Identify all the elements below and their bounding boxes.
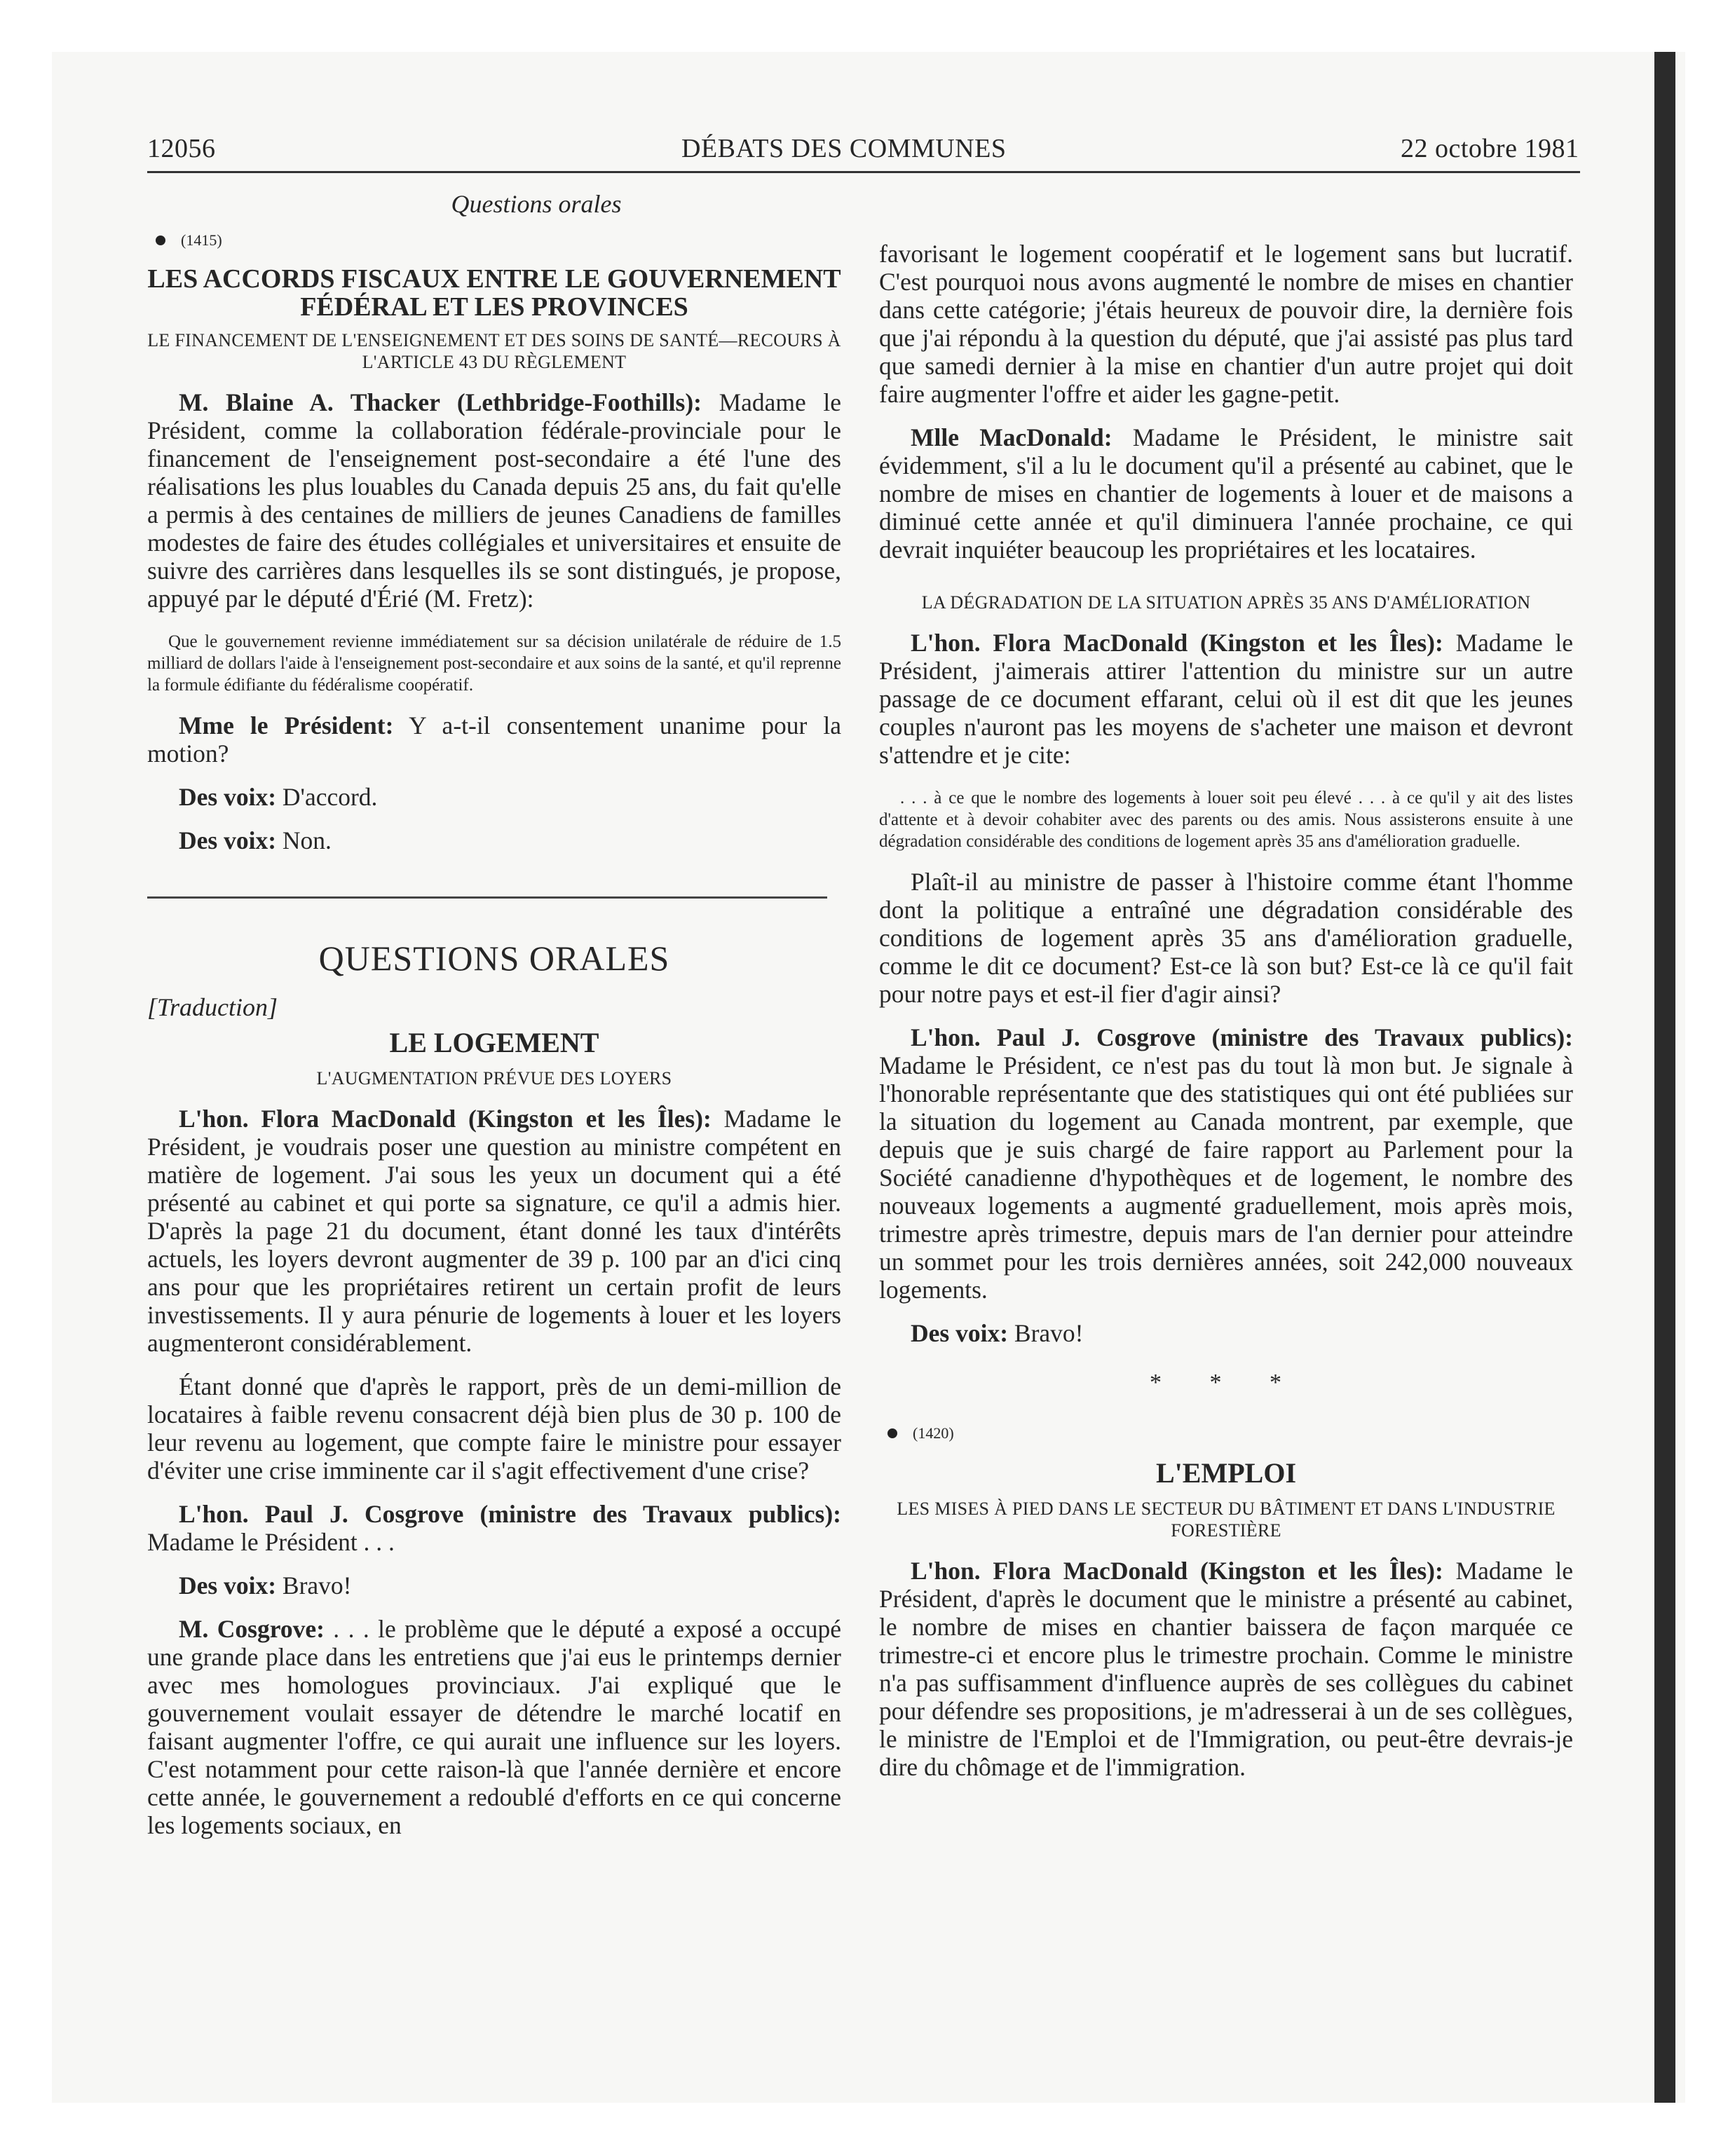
- paragraph: [147, 783, 841, 811]
- speech: Madame le Président, le ministre sait évidemment, s'il a lu le document qu'il a présenté au cabinet, que le nombre de mises en chantier de logements à louer et de maisons a diminué cette année et qu'il diminuera l'année prochaine, ce qui devrait inquiéter beaucoup les propriétaires et les locataires.: [879, 423, 1574, 564]
- speaker: Mlle MacDonald:: [911, 423, 1113, 451]
- section-label: Questions orales: [451, 190, 622, 218]
- paragraph: [879, 423, 1573, 564]
- bullet-icon: [156, 236, 165, 245]
- paragraph: [879, 1319, 1573, 1347]
- paragraph: [147, 1615, 841, 1839]
- speech: Madame le Président, je voudrais poser une question au ministre compétent en matière de logement. J'ai sous les yeux un document qui a été présenté au cabinet et qui porte sa signature, ce qu'il a admis hier. D'après la page 21 du document, étant donné les taux d'intérêts actuels, les loyers devront augmenter de 39 p. 100 par an d'ici cinq ans pour que les propriétaires retirent un certain profit de leurs investissements. Il y aura pénurie de logements à louer et les loyers augmenteront considérablement.: [147, 1105, 841, 1357]
- paragraph: [879, 629, 1573, 769]
- speaker: M. Blaine A. Thacker (Lethbridge-Foothills):: [179, 388, 702, 416]
- page-number: 12056: [147, 134, 216, 163]
- speaker: M. Cosgrove:: [179, 1615, 325, 1643]
- paragraph: favorisant le logement coopératif et le logement sans but lucratif. C'est pourquoi nous avons augmenté le nombre de mises en chantier dans cette catégorie; j'étais heureux de pouvoir dire, la dernière fois que j'ai répondu à la question du député, que j'ai assisté pas plus tard que samedi dernier à la mise en chantier d'un autre projet qui doit faire augmenter l'offre et aider les gagne-petit.: [879, 240, 1573, 408]
- paragraph: [147, 388, 841, 613]
- paragraph: [147, 1500, 841, 1556]
- speech: Non.: [276, 826, 332, 854]
- paragraph: [147, 711, 841, 767]
- speech: Madame le Président, d'après le document que le ministre a présenté au cabinet, le nombre de mises en chantier baissera de façon marquée ce trimestre-ci et encore plus le trimestre prochain. Comme le ministre n'a pas suffisamment d'influence auprès de ses collègues du cabinet pour défendre ses propositions, je m'adresserai à un de ses collègues, le ministre de l'Emploi et de l'Immigration, ou peut-être devrais-je dire du chômage et de l'immigration.: [879, 1557, 1573, 1781]
- speech: Madame le Président, comme la collaboration fédérale-provinciale pour le financement de l'enseignement post-secondaire a été l'une des réalisations les plus louables du Canada depuis 25 ans, du fait qu'elle a permis à des centaines de milliers de jeunes Canadiens de familles modestes de faire des études collégiales et universitaires et ensuite de suivre des carrières dans lesquelles ils se sont distingués, je propose, appuyé par le député d'Érié (M. Fretz):: [147, 388, 841, 613]
- bullet-icon: [887, 1428, 897, 1438]
- time-marker: [147, 231, 841, 250]
- speech: Bravo!: [1008, 1319, 1084, 1347]
- time-label: (1415): [181, 231, 222, 249]
- speaker: Des voix:: [179, 1571, 277, 1599]
- speaker: L'hon. Paul J. Cosgrove (ministre des Travaux publics):: [179, 1500, 841, 1528]
- heading-oral-questions: QUESTIONS ORALES: [318, 939, 670, 978]
- issue-date: 22 octobre 1981: [1401, 134, 1579, 163]
- speaker: L'hon. Flora MacDonald (Kingston et les Îles):: [179, 1105, 712, 1133]
- header-rule: [147, 171, 1580, 173]
- paragraph: [147, 1105, 841, 1357]
- right-column: [879, 224, 1573, 1781]
- heading-housing: LE LOGEMENT: [389, 1027, 599, 1058]
- paragraph: [879, 1557, 1573, 1781]
- paragraph: [147, 1571, 841, 1599]
- speaker: Mme le Président:: [179, 711, 394, 739]
- speech: . . . le problème que le député a exposé a occupé une grande place dans les entretiens que j'ai eus le printemps dernier avec mes homologues provinciaux. J'ai expliqué que le gouvernement voulait essayer de détendre le marché locatif en faisant augmenter l'offre, ce qui aurait une influence sur les loyers. C'est notamment pour cette raison-là que l'année dernière et encore cette année, le gouvernement a redoublé d'efforts en ce qui concerne les logements sociaux, en: [147, 1615, 841, 1839]
- translation-note: [Traduction]: [147, 993, 278, 1021]
- paragraph: Étant donné que d'après le rapport, près de un demi-million de locataires à faible revenu consacrent déjà bien plus de 30 p. 100 de leur revenu au logement, que compte faire le ministre pour essayer d'éviter une crise imminente car il s'agit effectivement d'une crise?: [147, 1372, 841, 1485]
- section-stars: * * *: [1150, 1370, 1302, 1396]
- speaker: Des voix:: [911, 1319, 1009, 1347]
- speaker: Des voix:: [179, 783, 277, 811]
- section-divider: [147, 896, 827, 899]
- speech: Bravo!: [276, 1571, 352, 1599]
- heading-fiscal-accords: LES ACCORDS FISCAUX ENTRE LE GOUVERNEMENT FÉDÉRAL ET LES PROVINCES: [147, 264, 841, 322]
- subheading-layoffs: LES MISES À PIED DANS LE SECTEUR DU BÂTIMENT ET DANS L'INDUSTRIE FORESTIÈRE: [897, 1499, 1556, 1541]
- subheading-financing: LE FINANCEMENT DE L'ENSEIGNEMENT ET DES SOINS DE SANTÉ—RECOURS À L'ARTICLE 43 DU RÈGLEMENT: [147, 330, 841, 372]
- speech: Madame le Président, ce n'est pas du tout là mon but. Je signale à l'honorable représentante que des statistiques qui ont été publiées sur la situation du logement au Canada montrent, par exemple, que depuis que je suis chargé de faire rapport au Parlement pour la Société canadienne d'hypothèques et de logement, le nombre des nouveaux logements a augmenté graduellement, mois après mois, trimestre après trimestre, depuis mars de l'an dernier pour atteindre un sommet pour les trois dernières années, soit 242,000 nouveaux logements.: [879, 1051, 1573, 1304]
- speaker: Des voix:: [179, 826, 277, 854]
- subheading-rent-increase: L'AUGMENTATION PRÉVUE DES LOYERS: [316, 1068, 672, 1089]
- scan-edge: [1654, 52, 1675, 2103]
- speaker: L'hon. Flora MacDonald (Kingston et les Îles):: [911, 629, 1443, 657]
- heading-employment: L'EMPLOI: [1155, 1457, 1297, 1489]
- time-label: (1420): [913, 1424, 954, 1442]
- speech: Y a-t-il consentement unanime pour la motion?: [147, 711, 841, 767]
- time-marker: [879, 1424, 1573, 1442]
- speaker: L'hon. Paul J. Cosgrove (ministre des Travaux publics):: [911, 1023, 1573, 1051]
- speech: Madame le Président . . .: [147, 1528, 395, 1556]
- motion-text: Que le gouvernement revienne immédiatement sur sa décision unilatérale de réduire de 1.5 milliard de dollars l'aide à l'enseignement post-secondaire et aux soins de la santé, et qu'il reprenne la formule édifiante du fédéralisme coopératif.: [147, 632, 841, 695]
- left-column: [147, 189, 841, 1839]
- paragraph: Plaît-il au ministre de passer à l'histoire comme étant l'homme dont la politique a entraîné une dégradation considérable des conditions de logement après 35 ans d'amélioration graduelle, comme le dit ce document? Est-ce là son but? Est-ce là ce qu'il fait pour notre pays et est-il fier d'agir ainsi?: [879, 868, 1573, 1008]
- subheading-degradation: LA DÉGRADATION DE LA SITUATION APRÈS 35 ANS D'AMÉLIORATION: [921, 592, 1531, 613]
- paragraph: [879, 1023, 1573, 1304]
- speaker: L'hon. Flora MacDonald (Kingston et les Îles):: [911, 1557, 1443, 1585]
- journal-title: DÉBATS DES COMMUNES: [681, 134, 1007, 163]
- speech: Madame le Président, j'aimerais attirer l'attention du ministre sur un autre passage de ce document effarant, celui où il est dit que les jeunes couples n'auront pas les moyens de s'acheter une maison et devront s'attendre et je cite:: [879, 629, 1573, 769]
- speech: D'accord.: [276, 783, 378, 811]
- quoted-text: . . . à ce que le nombre des logements à louer soit peu élevé . . . à ce qu'il y ait des listes d'attente et à devoir cohabiter avec des parents ou des amis. Nous assisterons ensuite à une dégradation considérable des conditions de logement après 35 ans d'amélioration graduelle.: [879, 789, 1573, 851]
- paragraph: [147, 826, 841, 854]
